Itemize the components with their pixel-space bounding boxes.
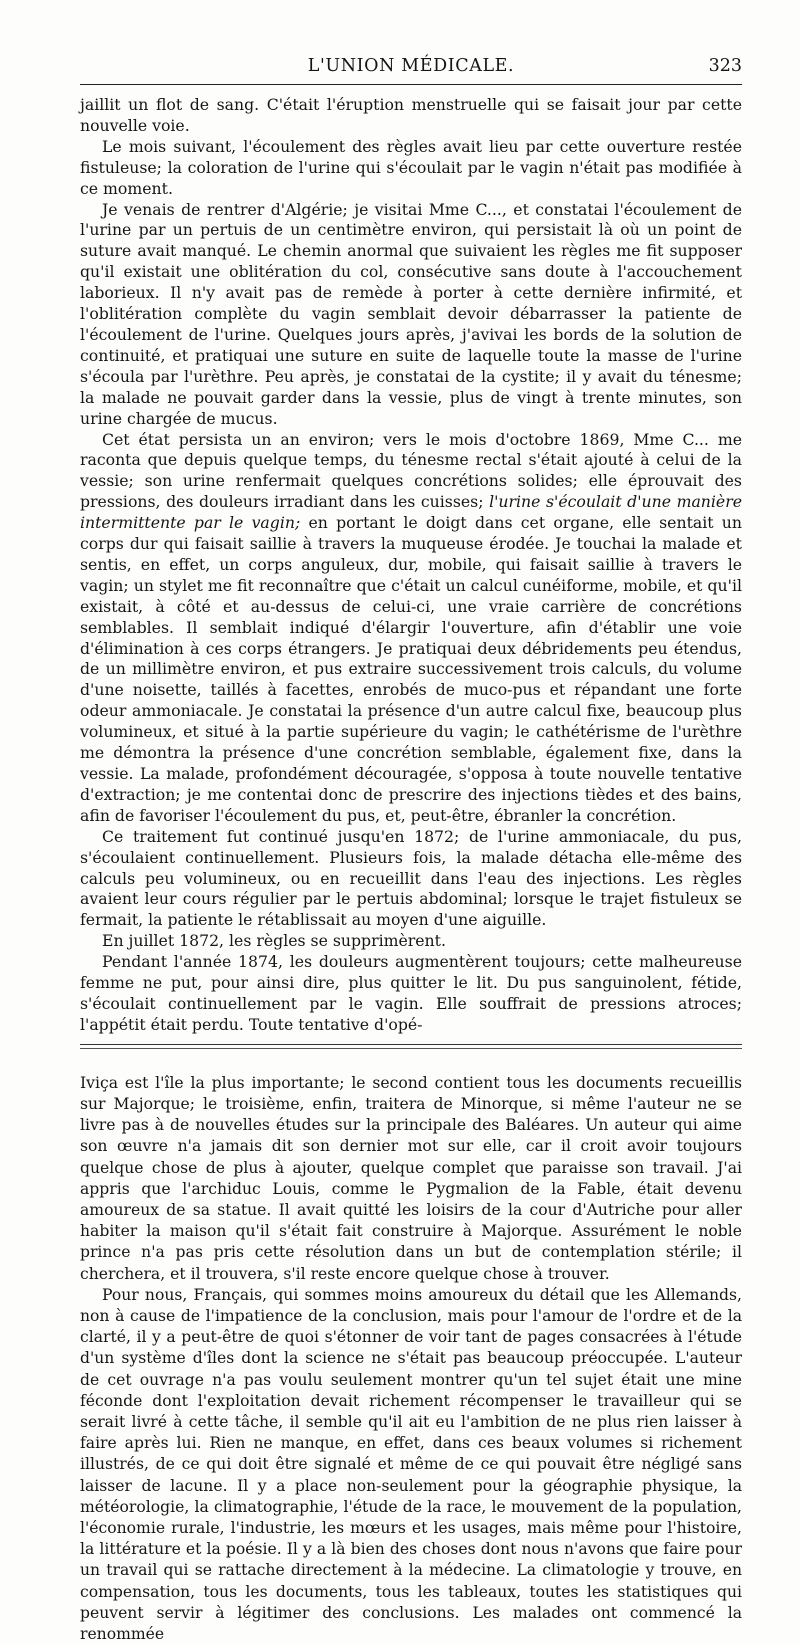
feuilleton-paragraph: Pour nous, Français, qui sommes moins amoureux du détail que les Allemands, non à cause de l'impatience de la conclusion, mais pour l'amour de l'ordre et de la clarté, il y a peut-être de quoi s'étonner de voir tant de pages consacrées à l'étude d'un système d'îles dont la science ne s'était pas beaucoup préoccupée. L'auteur de cet ouvrage n'a pas voulu seulement montrer qu'un tel sujet était une mine féconde dont l'exploitation devait richement récompenser le travailleur qui se serait livré à cette tâche, il semble qu'il ait eu l'ambition de ne plus rien laisser à faire après lui. Rien ne manque, en effet, dans ces beaux volumes si richement illustrés, de ce qui doit être signalé et même de ce qui pouvait être négligé sans laisser de lacune. Il y a place non-seulement pour la géographie physique, la météorologie, la climatographie, l'étude de la race, le mouvement de la population, l'économie rurale, l'industrie, les mœurs et les usages, mais même pour l'histoire, la littérature et la poésie. Il y a là bien des choses dont nous n'avons que faire pour un travail qui se rattache directement à la médecine. La climatologie y trouve, en compensation, tous les documents, tous les tableaux, toutes les statistiques qui peuvent servir à légitimer des conclusions. Les malades ont commencé la renommée bbox=[80, 1285, 742, 1644]
page-number: 323 bbox=[708, 56, 742, 76]
article-paragraph: Ce traitement fut continué jusqu'en 1872; de l'urine ammoniacale, du pus, s'écoulaient continuellement. Plusieurs fois, la malade détacha elle-même des calculs peu volumineux, ou en recueillit dans l'eau des injections. Les règles avaient leur cours régulier par le pertuis abdominal; lorsque le trajet fistuleux se fermait, la patiente le rétablissait au moyen d'une aiguille. bbox=[80, 826, 742, 930]
feuilleton-section bbox=[80, 1073, 742, 1645]
article-paragraph: Le mois suivant, l'écoulement des règles avait lieu par cette ouverture restée fistuleuse; la coloration de l'urine qui s'écoulait par le vagin n'était pas modifiée à ce moment. bbox=[80, 136, 742, 198]
article-paragraph: Je venais de rentrer d'Algérie; je visitai Mme C..., et constatai l'écoulement de l'urine par un pertuis de un centimètre environ, qui persistait là où un point de suture avait manqué. Le chemin anormal que suivaient les règles me fit supposer qu'il existait une oblitération du col, consécutive sans doute à l'accouchement laborieux. Il n'y avait pas de remède à porter à cette dernière infirmité, et l'oblitération complète du vagin semblait devoir débarrasser la patiente de l'écoulement de l'urine. Quelques jours après, j'avivai les bords de la solution de continuité, et pratiquai une suture en suite de laquelle toute la masse de l'urine s'écoula par l'urèthre. Peu après, je constatai de la cystite; il y avait du ténesme; la malade ne pouvait garder dans la vessie, plus de vingt à trente minutes, son urine chargée de mucus. bbox=[80, 199, 742, 428]
feuilleton-divider bbox=[80, 1044, 742, 1049]
article-paragraph: Pendant l'année 1874, les douleurs augmentèrent toujours; cette malheureuse femme ne put, pour ainsi dire, plus quitter le lit. Du pus sanguinolent, fétide, s'écoulait continuellement par le vagin. Elle souffrait de pressions atroces; l'appétit était perdu. Toute tentative d'opé- bbox=[80, 952, 742, 1034]
feuilleton-paragraph: Iviça est l'île la plus importante; le second contient tous les documents recueillis sur Majorque; le troisième, enfin, traitera de Minorque, si même l'auteur ne se livre pas à de nouvelles études sur la principale des Baléares. Un auteur qui aime son œuvre n'a jamais dit son dernier mot sur elle, car il croit avoir toujours quelque chose de plus à ajouter, quelque complet que paraisse son travail. J'ai appris que l'archiduc Louis, comme le Pygmalion de la Fable, était devenu amoureux de sa statue. Il avait quitté les loisirs de la cour d'Autriche pour aller habiter la maison qu'il s'était fait construire à Majorque. Assurément le noble prince n'a pas pris cette résolution dans un but de contemplation stérile; il cherchera, et il trouvera, s'il reste encore quelque chose à trouver. bbox=[80, 1073, 742, 1283]
article-body bbox=[80, 95, 742, 1036]
italic-emphasis: l'urine s'écoulait d'une manière intermittente par le vagin; bbox=[80, 492, 742, 533]
page-header bbox=[80, 52, 742, 82]
article-paragraph: jaillit un flot de sang. C'était l'éruption menstruelle qui se faisait jour par cette nouvelle voie. bbox=[80, 95, 742, 135]
paragraph-text: Cet état persista un an environ; vers le mois d'octobre 1869, Mme C... me raconta que depuis quelque temps, du ténesme rectal s'était ajouté à celui de la vessie; son urine renfermait quelques concrétions solides; elle éprouvait des pressions, des douleurs irradiant dans les cuisses; bbox=[80, 429, 742, 512]
paragraph-text: en portant le doigt dans cet organe, elle sentait un corps dur qui faisait saillie à travers la muqueuse érodée. Je touchai la malade et sentis, en effet, un corps anguleux, dur, mobile, qui faisait saillie à travers le vagin; un stylet me fit reconnaître que c'était un calcul cunéiforme, mobile, et qu'il existait, à côté et au-dessus de celui-ci, une vraie carrière de concrétions semblables. Il semblait indiqué d'élargir l'ouverture, afin d'établir une voie d'élimination à ces corps étrangers. Je pratiquai deux débridements peu étendus, de un millimètre environ, et pus extraire successivement trois calculs, du volume d'une noisette, taillés à facettes, enrobés de muco-pus et répandant une forte odeur ammoniacale. Je constatai la présence d'un autre calcul fixe, beaucoup plus volumineux, et situé à la partie supérieure du vagin; le cathétérisme de l'urèthre me démontra la présence d'une concrétion semblable, également fixe, dans la vessie. La malade, profondément découragée, s'opposa à toute nouvelle tentative d'extraction; je me contentai donc de prescrire des injections tièdes et des bains, afin de favoriser l'écoulement du pus, et, peut-être, ébranler la concrétion. bbox=[80, 513, 742, 825]
article-paragraph bbox=[80, 430, 742, 827]
running-title: L'UNION MÉDICALE. bbox=[307, 56, 515, 76]
header-rule bbox=[80, 84, 742, 85]
article-paragraph: En juillet 1872, les règles se supprimèrent. bbox=[102, 931, 446, 951]
